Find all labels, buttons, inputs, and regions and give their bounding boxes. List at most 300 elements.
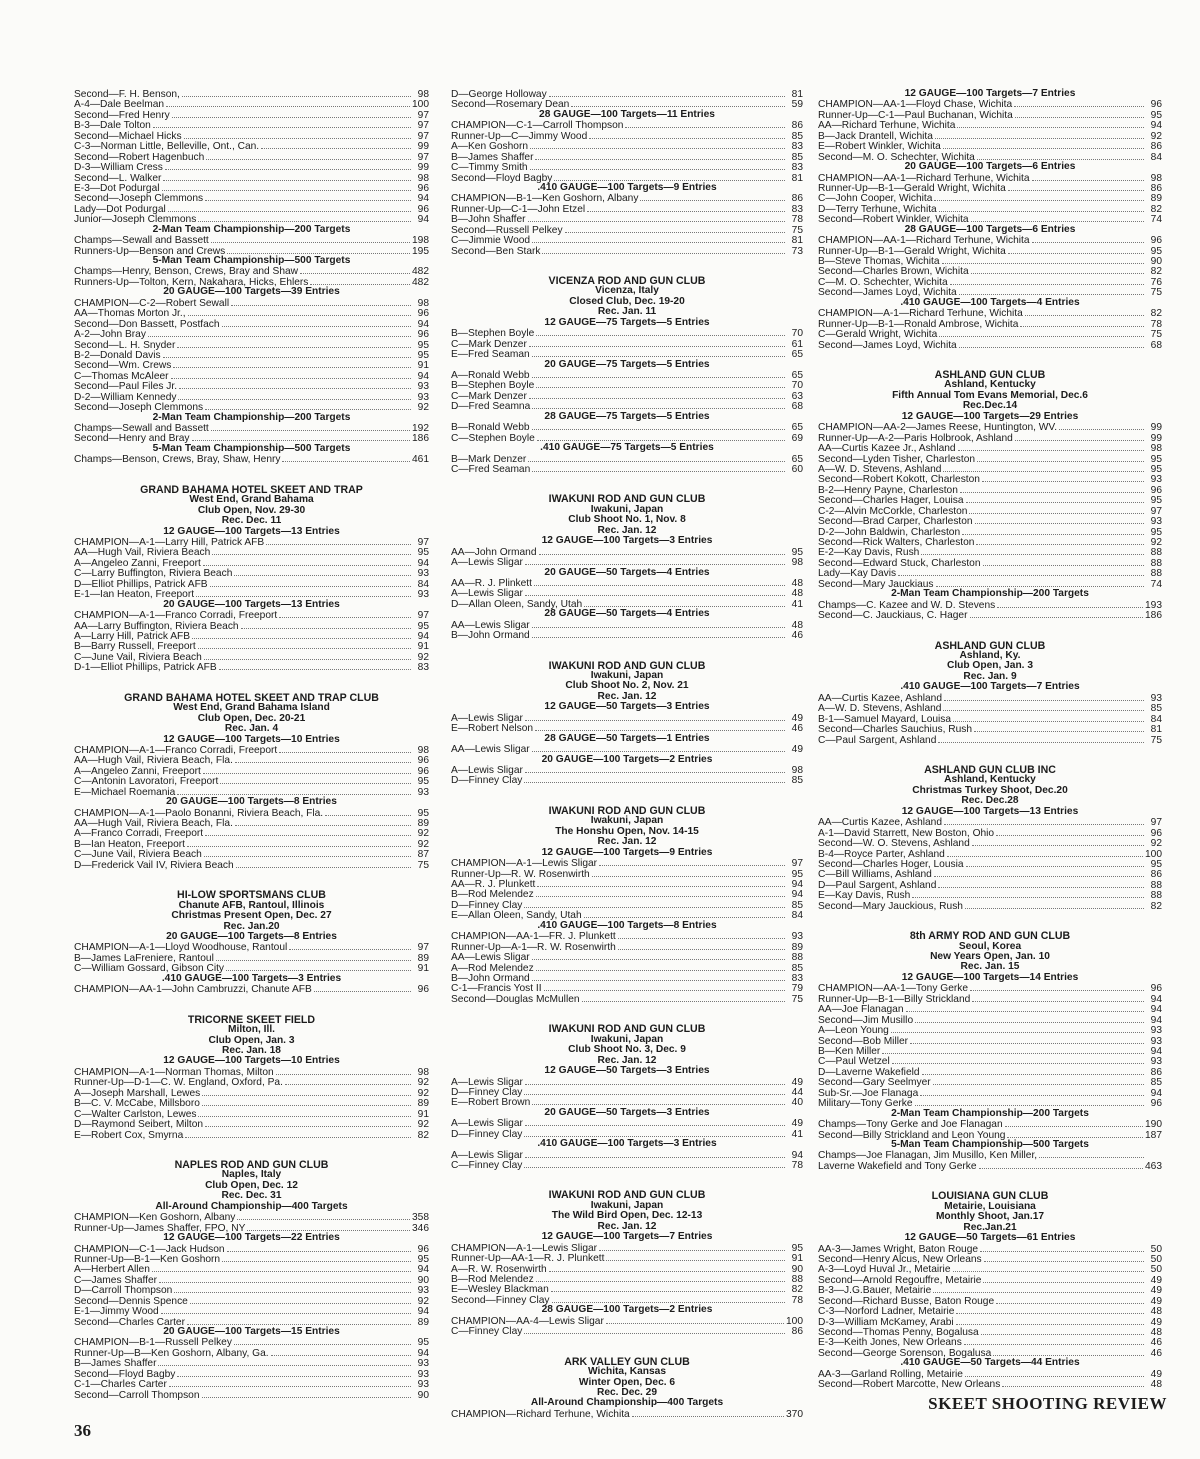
club-subheading: Club Shoot No. 3, Dec. 9 bbox=[568, 1044, 686, 1056]
score: 93 bbox=[1150, 1035, 1162, 1046]
dot-leader bbox=[174, 1285, 411, 1293]
shooter-name: C-2—Alvin McCorkle, Charleston bbox=[818, 505, 968, 517]
result-row bbox=[74, 204, 429, 214]
shooter-name: B-4—Royce Parter, Ashland bbox=[818, 848, 945, 859]
result-row bbox=[818, 495, 1162, 505]
result-row bbox=[818, 266, 1162, 276]
dot-leader bbox=[587, 204, 785, 212]
shooter-name: D—Finney Clay bbox=[451, 1086, 523, 1098]
shooter-name: D—Raymond Seibert, Milton bbox=[74, 1119, 204, 1130]
score: 49 bbox=[1150, 1368, 1162, 1380]
dot-leader bbox=[536, 380, 785, 388]
club-subheading: The Wild Bird Open, Dec. 12-13 bbox=[551, 1210, 703, 1222]
score: 59 bbox=[791, 99, 803, 110]
score: 92 bbox=[1150, 838, 1162, 849]
shooter-name: AA—Hugh Vail, Riviera Beach, Fla. bbox=[74, 818, 233, 829]
dot-leader bbox=[532, 952, 785, 960]
dot-leader bbox=[202, 1088, 411, 1096]
shooter-name: A—Lewis Sligar bbox=[451, 765, 523, 776]
score: 90 bbox=[417, 1274, 429, 1286]
score: 98 bbox=[417, 172, 429, 183]
dot-leader bbox=[936, 579, 1144, 587]
result-row bbox=[818, 131, 1162, 141]
result-row bbox=[74, 860, 429, 870]
result-row bbox=[451, 120, 803, 130]
shooter-name: B—John Ormand bbox=[451, 630, 530, 641]
score: 100 bbox=[412, 99, 429, 110]
shooter-name: Second—Robert Kokott, Charleston bbox=[818, 474, 980, 485]
dot-leader bbox=[1008, 183, 1144, 191]
result-row bbox=[818, 1327, 1162, 1337]
dot-leader bbox=[266, 537, 411, 545]
shooter-name: Runner-Up—R. W. Rosenwirth bbox=[451, 868, 590, 879]
score: 75 bbox=[1150, 287, 1162, 298]
dot-leader bbox=[226, 963, 411, 971]
dot-leader bbox=[536, 1274, 785, 1282]
shooter-name: CHAMPION—A-1—Richard Terhune, Wichita bbox=[818, 308, 1023, 319]
shooter-name: D-3—William McKamey, Arabi bbox=[818, 1316, 954, 1327]
club-subheading: Metairie, Louisiana bbox=[944, 1200, 1036, 1212]
shooter-name: AA—R. J. Plinkett bbox=[451, 577, 532, 589]
shooter-name: AA—R. J. Plunkett bbox=[451, 879, 536, 890]
club-subheading: Wichita, Kansas bbox=[587, 1366, 667, 1378]
score: 76 bbox=[1150, 276, 1162, 288]
dot-leader bbox=[528, 214, 785, 222]
dot-leader bbox=[536, 328, 785, 336]
shooter-name: E—Michael Roemania bbox=[74, 786, 176, 798]
dot-leader bbox=[582, 994, 785, 1002]
result-row bbox=[74, 371, 429, 381]
result-row bbox=[451, 89, 803, 99]
dot-leader bbox=[184, 131, 411, 139]
score: 70 bbox=[791, 328, 803, 339]
dot-leader bbox=[589, 131, 785, 139]
result-row bbox=[818, 474, 1162, 484]
dot-leader bbox=[530, 141, 785, 149]
result-row bbox=[74, 558, 429, 568]
club-heading: ASHLAND GUN CLUB bbox=[934, 368, 1046, 381]
score: 40 bbox=[791, 1097, 803, 1108]
dot-leader bbox=[222, 319, 411, 327]
shooter-name: B—Mark Denzer bbox=[451, 453, 527, 464]
dot-leader bbox=[964, 1337, 1144, 1345]
score: 75 bbox=[791, 224, 803, 236]
dot-leader bbox=[549, 1264, 785, 1272]
shooter-name: B—Rod Melendez bbox=[451, 1274, 534, 1285]
dot-leader bbox=[974, 724, 1144, 732]
result-row bbox=[74, 183, 429, 193]
shooter-name: B—C. V. McCabe, Millsboro bbox=[74, 1098, 200, 1109]
shooter-name: Second—Joseph Clemmons bbox=[74, 402, 204, 413]
score: 198 bbox=[412, 235, 429, 246]
shooter-name: C—Fred Seaman bbox=[451, 463, 531, 475]
score: 48 bbox=[791, 619, 803, 631]
shooter-name: Second—Dennis Spence bbox=[74, 1295, 188, 1307]
dot-leader bbox=[532, 744, 785, 752]
score: 75 bbox=[791, 993, 803, 1005]
result-row bbox=[818, 890, 1162, 900]
score: 48 bbox=[1150, 1379, 1162, 1390]
shooter-name: E-1—Ian Heaton, Freeport bbox=[74, 589, 195, 600]
club-subheading: Rec. Jan. 12 bbox=[597, 836, 657, 848]
event-heading: 12 GAUGE—100 Targets—9 Entries bbox=[541, 846, 713, 858]
shooter-name: D-1—Elliot Phillips, Patrick AFB bbox=[74, 662, 217, 673]
shooter-name: Second—Gary Seelmyer bbox=[818, 1077, 931, 1088]
dot-leader bbox=[161, 1306, 411, 1314]
dot-leader bbox=[203, 558, 411, 566]
dot-leader bbox=[227, 246, 410, 254]
dot-leader bbox=[632, 1409, 784, 1417]
shooter-name: Laverne Wakefield and Tony Gerke bbox=[818, 1160, 977, 1172]
event-heading: 28 GAUGE—100 Targets—11 Entries bbox=[539, 108, 715, 120]
dot-leader bbox=[960, 485, 1144, 493]
shooter-name: Second—Robert Winkler, Wichita bbox=[818, 214, 969, 225]
dot-leader bbox=[177, 1369, 411, 1377]
score: 85 bbox=[791, 151, 803, 163]
dot-leader bbox=[956, 1317, 1144, 1325]
result-row bbox=[818, 1275, 1162, 1285]
result-row bbox=[451, 235, 803, 245]
event-heading: 12 GAUGE—50 Targets—61 Entries bbox=[904, 1232, 1076, 1244]
club-subheading: Ashland, Ky. bbox=[959, 649, 1021, 661]
score: 97 bbox=[417, 130, 429, 142]
shooter-name: E—Allan Oleen, Sandy, Utah bbox=[451, 910, 582, 921]
score: 49 bbox=[1150, 1274, 1162, 1286]
shooter-name: C—Finney Clay bbox=[451, 1326, 523, 1337]
dot-leader bbox=[525, 588, 785, 596]
dot-leader bbox=[1008, 246, 1144, 254]
result-row bbox=[451, 214, 803, 224]
shooter-name: E—Robert Cox, Smyrna bbox=[74, 1129, 184, 1140]
shooter-name: Second—James Loyd, Wichita bbox=[818, 339, 957, 350]
club-subheading: Rec. Jan. 12 bbox=[597, 690, 657, 702]
result-row bbox=[818, 1004, 1162, 1014]
result-row bbox=[818, 1254, 1162, 1264]
result-row bbox=[818, 859, 1162, 869]
score: 97 bbox=[417, 151, 429, 163]
shooter-name: B-3—Dale Tolton bbox=[74, 120, 151, 131]
club-subheading: Winter Open, Dec. 6 bbox=[578, 1376, 676, 1388]
score: 86 bbox=[791, 193, 803, 204]
dot-leader bbox=[529, 339, 785, 347]
score: 370 bbox=[786, 1408, 803, 1420]
score: 92 bbox=[417, 651, 429, 663]
score: 95 bbox=[1150, 463, 1162, 475]
result-row bbox=[818, 1088, 1162, 1098]
dot-leader bbox=[606, 1316, 784, 1324]
score: 50 bbox=[1150, 1243, 1162, 1254]
score: 95 bbox=[417, 349, 429, 361]
score: 193 bbox=[1145, 599, 1162, 611]
dot-leader bbox=[977, 152, 1144, 160]
score: 86 bbox=[1150, 182, 1162, 194]
score: 91 bbox=[417, 641, 429, 652]
result-row bbox=[451, 900, 803, 910]
shooter-name: D—George Holloway bbox=[451, 89, 547, 100]
dot-leader bbox=[939, 329, 1144, 337]
result-row bbox=[818, 568, 1162, 578]
result-row bbox=[818, 120, 1162, 130]
club-subheading: West End, Grand Bahama bbox=[189, 494, 314, 506]
event-heading: 12 GAUGE—100 Targets—10 Entries bbox=[163, 733, 340, 745]
dot-leader bbox=[310, 277, 410, 285]
shooter-name: C—Bill Williams, Ashland bbox=[818, 869, 932, 880]
score: 89 bbox=[417, 1316, 429, 1327]
dot-leader bbox=[166, 99, 410, 107]
score: 95 bbox=[1150, 495, 1162, 506]
dot-leader bbox=[625, 120, 785, 128]
score: 97 bbox=[417, 610, 429, 621]
dot-leader bbox=[618, 931, 785, 939]
dot-leader bbox=[1039, 1150, 1144, 1158]
result-row bbox=[451, 193, 803, 203]
club-heading: ARK VALLEY GUN CLUB bbox=[564, 1355, 690, 1368]
result-row bbox=[74, 953, 429, 963]
result-row bbox=[818, 1379, 1162, 1389]
club-subheading: Rec. Jan.20 bbox=[223, 920, 280, 932]
event-heading: 20 GAUGE—100 Targets—13 Entries bbox=[163, 598, 340, 610]
shooter-name: C-1—Francis Yost II bbox=[451, 983, 542, 994]
shooter-name: A-1—David Starrett, New Boston, Ohio bbox=[818, 827, 995, 839]
shooter-name: E—Fred Seaman bbox=[451, 349, 530, 360]
shooter-name: CHAMPION—Richard Terhune, Wichita bbox=[451, 1408, 630, 1420]
result-row bbox=[818, 235, 1162, 245]
score: 94 bbox=[1150, 1046, 1162, 1057]
dot-leader bbox=[532, 973, 785, 981]
shooter-name: E—Kay Davis, Rush bbox=[818, 890, 911, 901]
dot-leader bbox=[196, 589, 411, 597]
shooter-name: Second—Edward Stuck, Charleston bbox=[818, 557, 981, 569]
event-heading: 5-Man Team Championship—500 Targets bbox=[891, 1138, 1089, 1150]
dot-leader bbox=[983, 1275, 1144, 1283]
club-subheading: Iwakuni, Japan bbox=[590, 815, 664, 827]
score: 87 bbox=[417, 849, 429, 860]
shooter-name: Second—Charles Brown, Wichita bbox=[818, 266, 969, 277]
event-heading: .410 GAUGE—75 Targets—5 Entries bbox=[540, 442, 714, 454]
dot-leader bbox=[933, 1077, 1144, 1085]
event-heading: 20 GAUGE—100 Targets—8 Entries bbox=[166, 796, 337, 808]
shooter-name: A—W. D. Stevens, Ashland bbox=[818, 463, 942, 475]
dot-leader bbox=[202, 1390, 411, 1398]
result-row bbox=[818, 277, 1162, 287]
shooter-name: Second—Michael Hicks bbox=[74, 130, 182, 142]
club-subheading: Ashland, Kentucky bbox=[944, 379, 1036, 391]
shooter-name: Second—James Loyd, Wichita bbox=[818, 287, 957, 298]
result-row bbox=[74, 152, 429, 162]
score: 48 bbox=[791, 588, 803, 599]
dot-leader bbox=[959, 340, 1144, 348]
dot-leader bbox=[934, 193, 1144, 201]
dot-leader bbox=[970, 610, 1144, 618]
score: 98 bbox=[417, 89, 429, 100]
result-row bbox=[451, 1118, 803, 1128]
result-row bbox=[74, 1212, 429, 1222]
result-row bbox=[74, 392, 429, 402]
result-row bbox=[74, 766, 429, 776]
score: 95 bbox=[1150, 453, 1162, 464]
score: 358 bbox=[412, 1212, 429, 1223]
score: 44 bbox=[791, 1086, 803, 1098]
club-subheading: Rec. Jan. 11 bbox=[597, 306, 657, 318]
score: 85 bbox=[791, 130, 803, 142]
score: 78 bbox=[791, 1294, 803, 1306]
dot-leader bbox=[205, 828, 411, 836]
shooter-name: C—Antonin Lavoratori, Freeport bbox=[74, 776, 219, 787]
result-row bbox=[451, 328, 803, 338]
dot-leader bbox=[165, 162, 411, 170]
dot-leader bbox=[966, 495, 1144, 503]
club-subheading: Rec. Dec.28 bbox=[961, 795, 1019, 807]
dot-leader bbox=[169, 1379, 411, 1387]
result-row bbox=[451, 204, 803, 214]
result-row bbox=[74, 423, 429, 433]
score: 98 bbox=[791, 557, 803, 568]
score: 86 bbox=[791, 120, 803, 131]
shooter-name: Runners-Up—Benson and Crews bbox=[74, 245, 226, 256]
shooter-name: Second—Henry Alcus, New Orleans bbox=[818, 1253, 982, 1265]
shooter-name: Second—Bob Miller bbox=[818, 1035, 909, 1046]
score: 70 bbox=[791, 380, 803, 391]
dot-leader bbox=[235, 818, 411, 826]
score: 46 bbox=[1150, 1337, 1162, 1348]
score: 93 bbox=[1150, 692, 1162, 704]
shooter-name: D—Elliot Phillips, Patrick AFB bbox=[74, 578, 208, 590]
score: 192 bbox=[412, 423, 429, 434]
score: 96 bbox=[1150, 99, 1162, 110]
shooter-name: AA—Thomas Morton Jr., bbox=[74, 308, 186, 319]
dot-leader bbox=[525, 713, 785, 721]
score: 94 bbox=[791, 1149, 803, 1160]
club-subheading: Rec. Jan. 9 bbox=[963, 670, 1017, 682]
dot-leader bbox=[1025, 308, 1144, 316]
club-subheading: Chanute AFB, Rantoul, Illinois bbox=[178, 899, 325, 911]
shooter-name: A—Leon Young bbox=[818, 1025, 889, 1036]
score: 95 bbox=[417, 339, 429, 350]
dot-leader bbox=[212, 547, 411, 555]
dot-leader bbox=[942, 256, 1144, 264]
result-row bbox=[818, 600, 1162, 610]
result-row bbox=[74, 839, 429, 849]
shooter-name: A—W. D. Stevens, Ashland bbox=[818, 703, 942, 714]
result-row bbox=[451, 963, 803, 973]
dot-leader bbox=[173, 360, 411, 368]
event-heading: 2-Man Team Championship—200 Targets bbox=[891, 1107, 1089, 1119]
shooter-name: C—June Vail, Riviera Beach bbox=[74, 651, 202, 663]
result-row bbox=[74, 776, 429, 786]
shooter-name: Second—C. Jauckiaus, C. Hager bbox=[818, 610, 968, 621]
event-heading: All-Around Championship—400 Targets bbox=[155, 1200, 348, 1212]
score: 49 bbox=[791, 712, 803, 724]
dot-leader bbox=[1020, 319, 1144, 327]
club-subheading: Rec. Jan. 4 bbox=[224, 723, 279, 735]
score: 94 bbox=[417, 214, 429, 225]
club-subheading: Rec. Dec. 29 bbox=[596, 1386, 658, 1398]
dot-leader bbox=[912, 890, 1144, 898]
score: 96 bbox=[1150, 1098, 1162, 1109]
score: 98 bbox=[1150, 443, 1162, 454]
shooter-name: B—Jack Drantell, Wichita bbox=[818, 130, 933, 142]
shooter-name: B—Ian Heaton, Freeport bbox=[74, 838, 185, 850]
score: 84 bbox=[1150, 151, 1162, 163]
score: 94 bbox=[417, 1306, 429, 1317]
club-subheading: Iwakuni, Japan bbox=[590, 1033, 664, 1045]
shooter-name: Second—Lyden Tisher, Charleston bbox=[818, 453, 976, 464]
shooter-name: D—Finney Clay bbox=[451, 1128, 523, 1140]
shooter-name: D—Terry Terhune, Wichita bbox=[818, 203, 937, 215]
dot-leader bbox=[965, 1369, 1144, 1377]
dot-leader bbox=[969, 506, 1144, 514]
club-subheading: Club Open, Jan. 3 bbox=[946, 660, 1034, 672]
score: 84 bbox=[417, 578, 429, 590]
result-row bbox=[818, 246, 1162, 256]
shooter-name: Second—Mary Jauckiaus bbox=[818, 578, 934, 590]
score: 94 bbox=[1150, 120, 1162, 131]
result-row bbox=[451, 973, 803, 983]
score: 463 bbox=[1145, 1160, 1162, 1172]
shooter-name: D—Finney Clay bbox=[451, 899, 523, 911]
dot-leader bbox=[944, 693, 1144, 701]
score: 94 bbox=[1150, 1087, 1162, 1099]
club-subheading: Iwakuni, Japan bbox=[590, 670, 664, 682]
event-heading: 12 GAUGE—100 Targets—10 Entries bbox=[163, 1055, 340, 1067]
dot-leader bbox=[1032, 235, 1144, 243]
result-row bbox=[74, 1296, 429, 1306]
dot-leader bbox=[158, 1358, 411, 1366]
shooter-name: Second—Brad Carper, Charleston bbox=[818, 516, 973, 527]
shooter-name: Second—Charles Hager, Louisa bbox=[818, 495, 964, 506]
score: 94 bbox=[417, 557, 429, 569]
score: 93 bbox=[417, 391, 429, 403]
score: 95 bbox=[417, 1337, 429, 1348]
dot-leader bbox=[525, 765, 785, 773]
shooter-name: C—James Shaffer bbox=[74, 1274, 158, 1286]
result-row bbox=[451, 858, 803, 868]
shooter-name: Champs—Joe Flanagan, Jim Musillo, Ken Miller, bbox=[818, 1150, 1038, 1161]
score: 81 bbox=[791, 89, 803, 100]
dot-leader bbox=[565, 225, 785, 233]
shooter-name: CHAMPION—A-1—Lewis Sligar bbox=[451, 1242, 598, 1254]
dot-leader bbox=[216, 953, 411, 961]
result-row bbox=[818, 558, 1162, 568]
event-heading: 2-Man Team Championship—200 Targets bbox=[152, 223, 351, 235]
event-heading: .410 GAUGE—100 Targets—8 Entries bbox=[537, 919, 717, 931]
score: 88 bbox=[1150, 890, 1162, 901]
score: 88 bbox=[1150, 568, 1162, 579]
shooter-name: Second—Ben Stark bbox=[451, 245, 541, 256]
result-row bbox=[74, 828, 429, 838]
result-row bbox=[451, 952, 803, 962]
result-row bbox=[451, 1253, 803, 1263]
club-subheading: Club Shoot No. 1, Nov. 8 bbox=[568, 514, 686, 526]
event-heading: 20 GAUGE—75 Targets—5 Entries bbox=[544, 358, 710, 370]
shooter-name: AA—Hugh Vail, Riviera Beach, Fla. bbox=[74, 755, 233, 766]
dot-leader bbox=[187, 1317, 411, 1325]
result-row bbox=[818, 901, 1162, 911]
shooter-name: A—Lewis Sligar bbox=[451, 588, 523, 599]
score: 88 bbox=[791, 952, 803, 963]
dot-leader bbox=[965, 901, 1144, 909]
score: 89 bbox=[1150, 193, 1162, 204]
event-heading: 12 GAUGE—100 Targets—3 Entries bbox=[541, 535, 713, 547]
score: 84 bbox=[1150, 713, 1162, 725]
score: 94 bbox=[417, 1347, 429, 1359]
dot-leader bbox=[529, 391, 785, 399]
score: 96 bbox=[417, 182, 429, 194]
result-row bbox=[818, 735, 1162, 745]
shooter-name: B—Barry Russell, Freeport bbox=[74, 641, 196, 652]
result-row bbox=[451, 370, 803, 380]
result-row bbox=[818, 994, 1162, 1004]
